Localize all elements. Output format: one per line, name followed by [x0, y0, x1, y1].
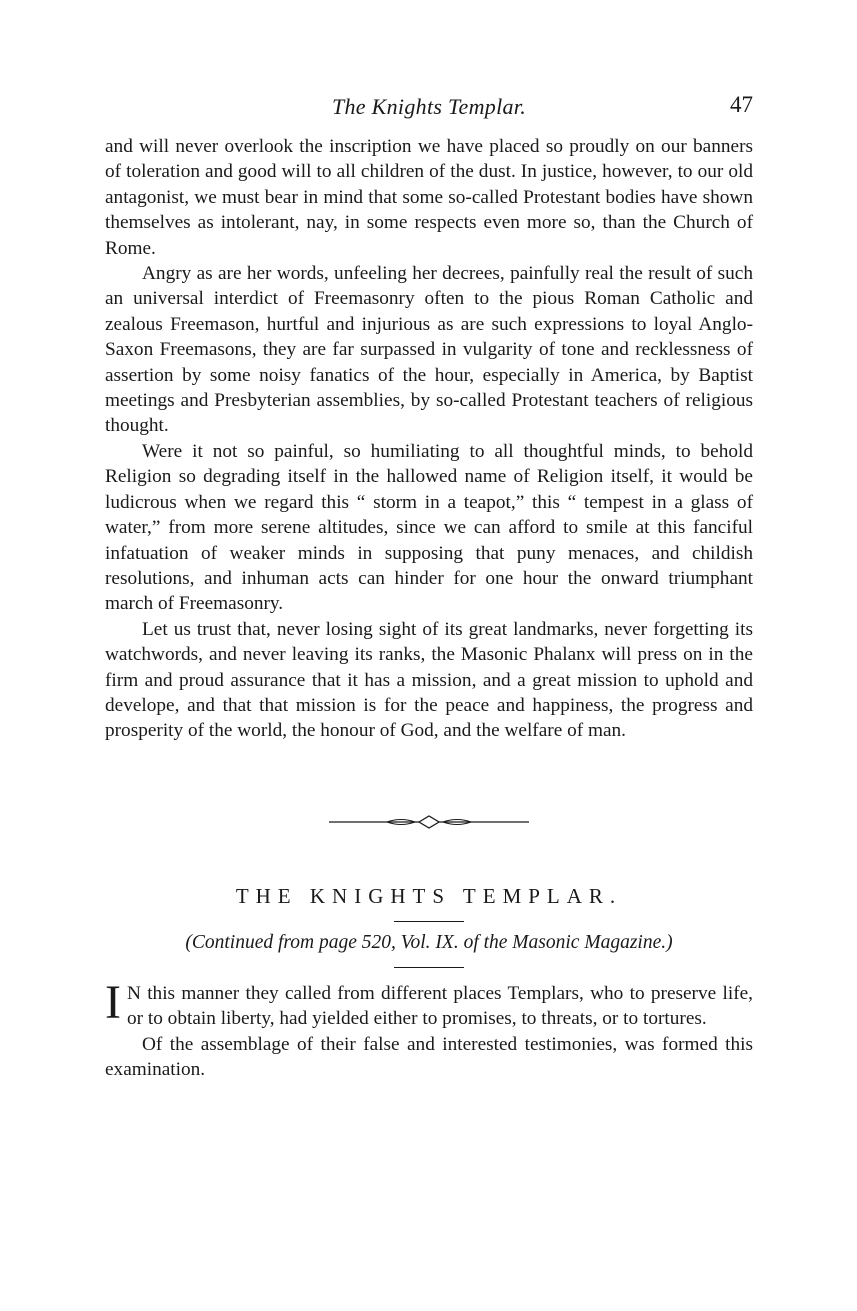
running-header [105, 94, 753, 134]
paragraph-4: Let us trust that, never losing sight of its great landmarks, never forgetting its watchwords, and never leaving its ranks, the Masonic Phalanx will press on in the firm and proud assurance that it has a mission, and a great mission to uphold and develope, and that that mission is for the peace and happiness, the progress and prosperity of the world, the honour of God, and the welfare of man. [105, 618, 753, 742]
running-title: The Knights Templar. [331, 94, 527, 119]
paragraph-2: Angry as are her words, unfeeling her decrees, painfully real the result of such an universal interdict of Freemasonry often to the pious Roman Catholic and zealous Freemason, hurtful and injurious as are such expressions to loyal Anglo-Saxon Freemasons, they are far surpassed in vulgarity of tone and recklessness of assertion by some noisy fanatics of the hour, especially in America, by Baptist meetings and Presbyterian assemblies, by so-called Protestant teachers of religious thought. [105, 263, 753, 437]
book-page [105, 94, 753, 1082]
drop-capital: I [105, 975, 121, 1029]
section-body [105, 975, 753, 1083]
article-body [105, 134, 753, 744]
section-paragraph-1-text: N this manner they called from different places Templars, who to preserve life, or to obtain liberty, had yielded either to promises, to threats, or to tortures. [126, 982, 753, 1030]
paragraph-1: and will never overlook the inscription we have placed so proudly on our banners of toleration and good will to all children of the dust. In justice, however, to our old antagonist, we must bear in mind that some so-called Protestant bodies have shown themselves as intolerant, nay, in some respects even more so, than the Church of Rome. [105, 136, 753, 259]
section-subtitle: (Continued from page 520, Vol. IX. of the Masonic Magazine.) [185, 931, 673, 953]
title-rule [394, 921, 464, 922]
ornamental-divider-icon [329, 814, 529, 830]
subtitle-rule [394, 967, 464, 968]
section-paragraph-2: Of the assemblage of their false and interested testimonies, was formed this examination. [105, 1033, 753, 1080]
section-title: THE KNIGHTS TEMPLAR. [235, 883, 623, 908]
section-paragraph-1 [105, 975, 753, 1032]
paragraph-3: Were it not so painful, so humiliating to all thoughtful minds, to behold Religion so degrading itself in the hallowed name of Religion itself, it would be ludicrous when we regard this “ storm in a teapot,” this “ tempest in a glass of water,” from more serene altitudes, since we can afford to smile at this fanciful infatuation of weaker minds in supposing that puny menaces, and childish resolutions, and inhuman acts can hinder for one hour the onward triumphant march of Freemasonry. [105, 440, 753, 615]
page-number: 47 [730, 92, 753, 117]
